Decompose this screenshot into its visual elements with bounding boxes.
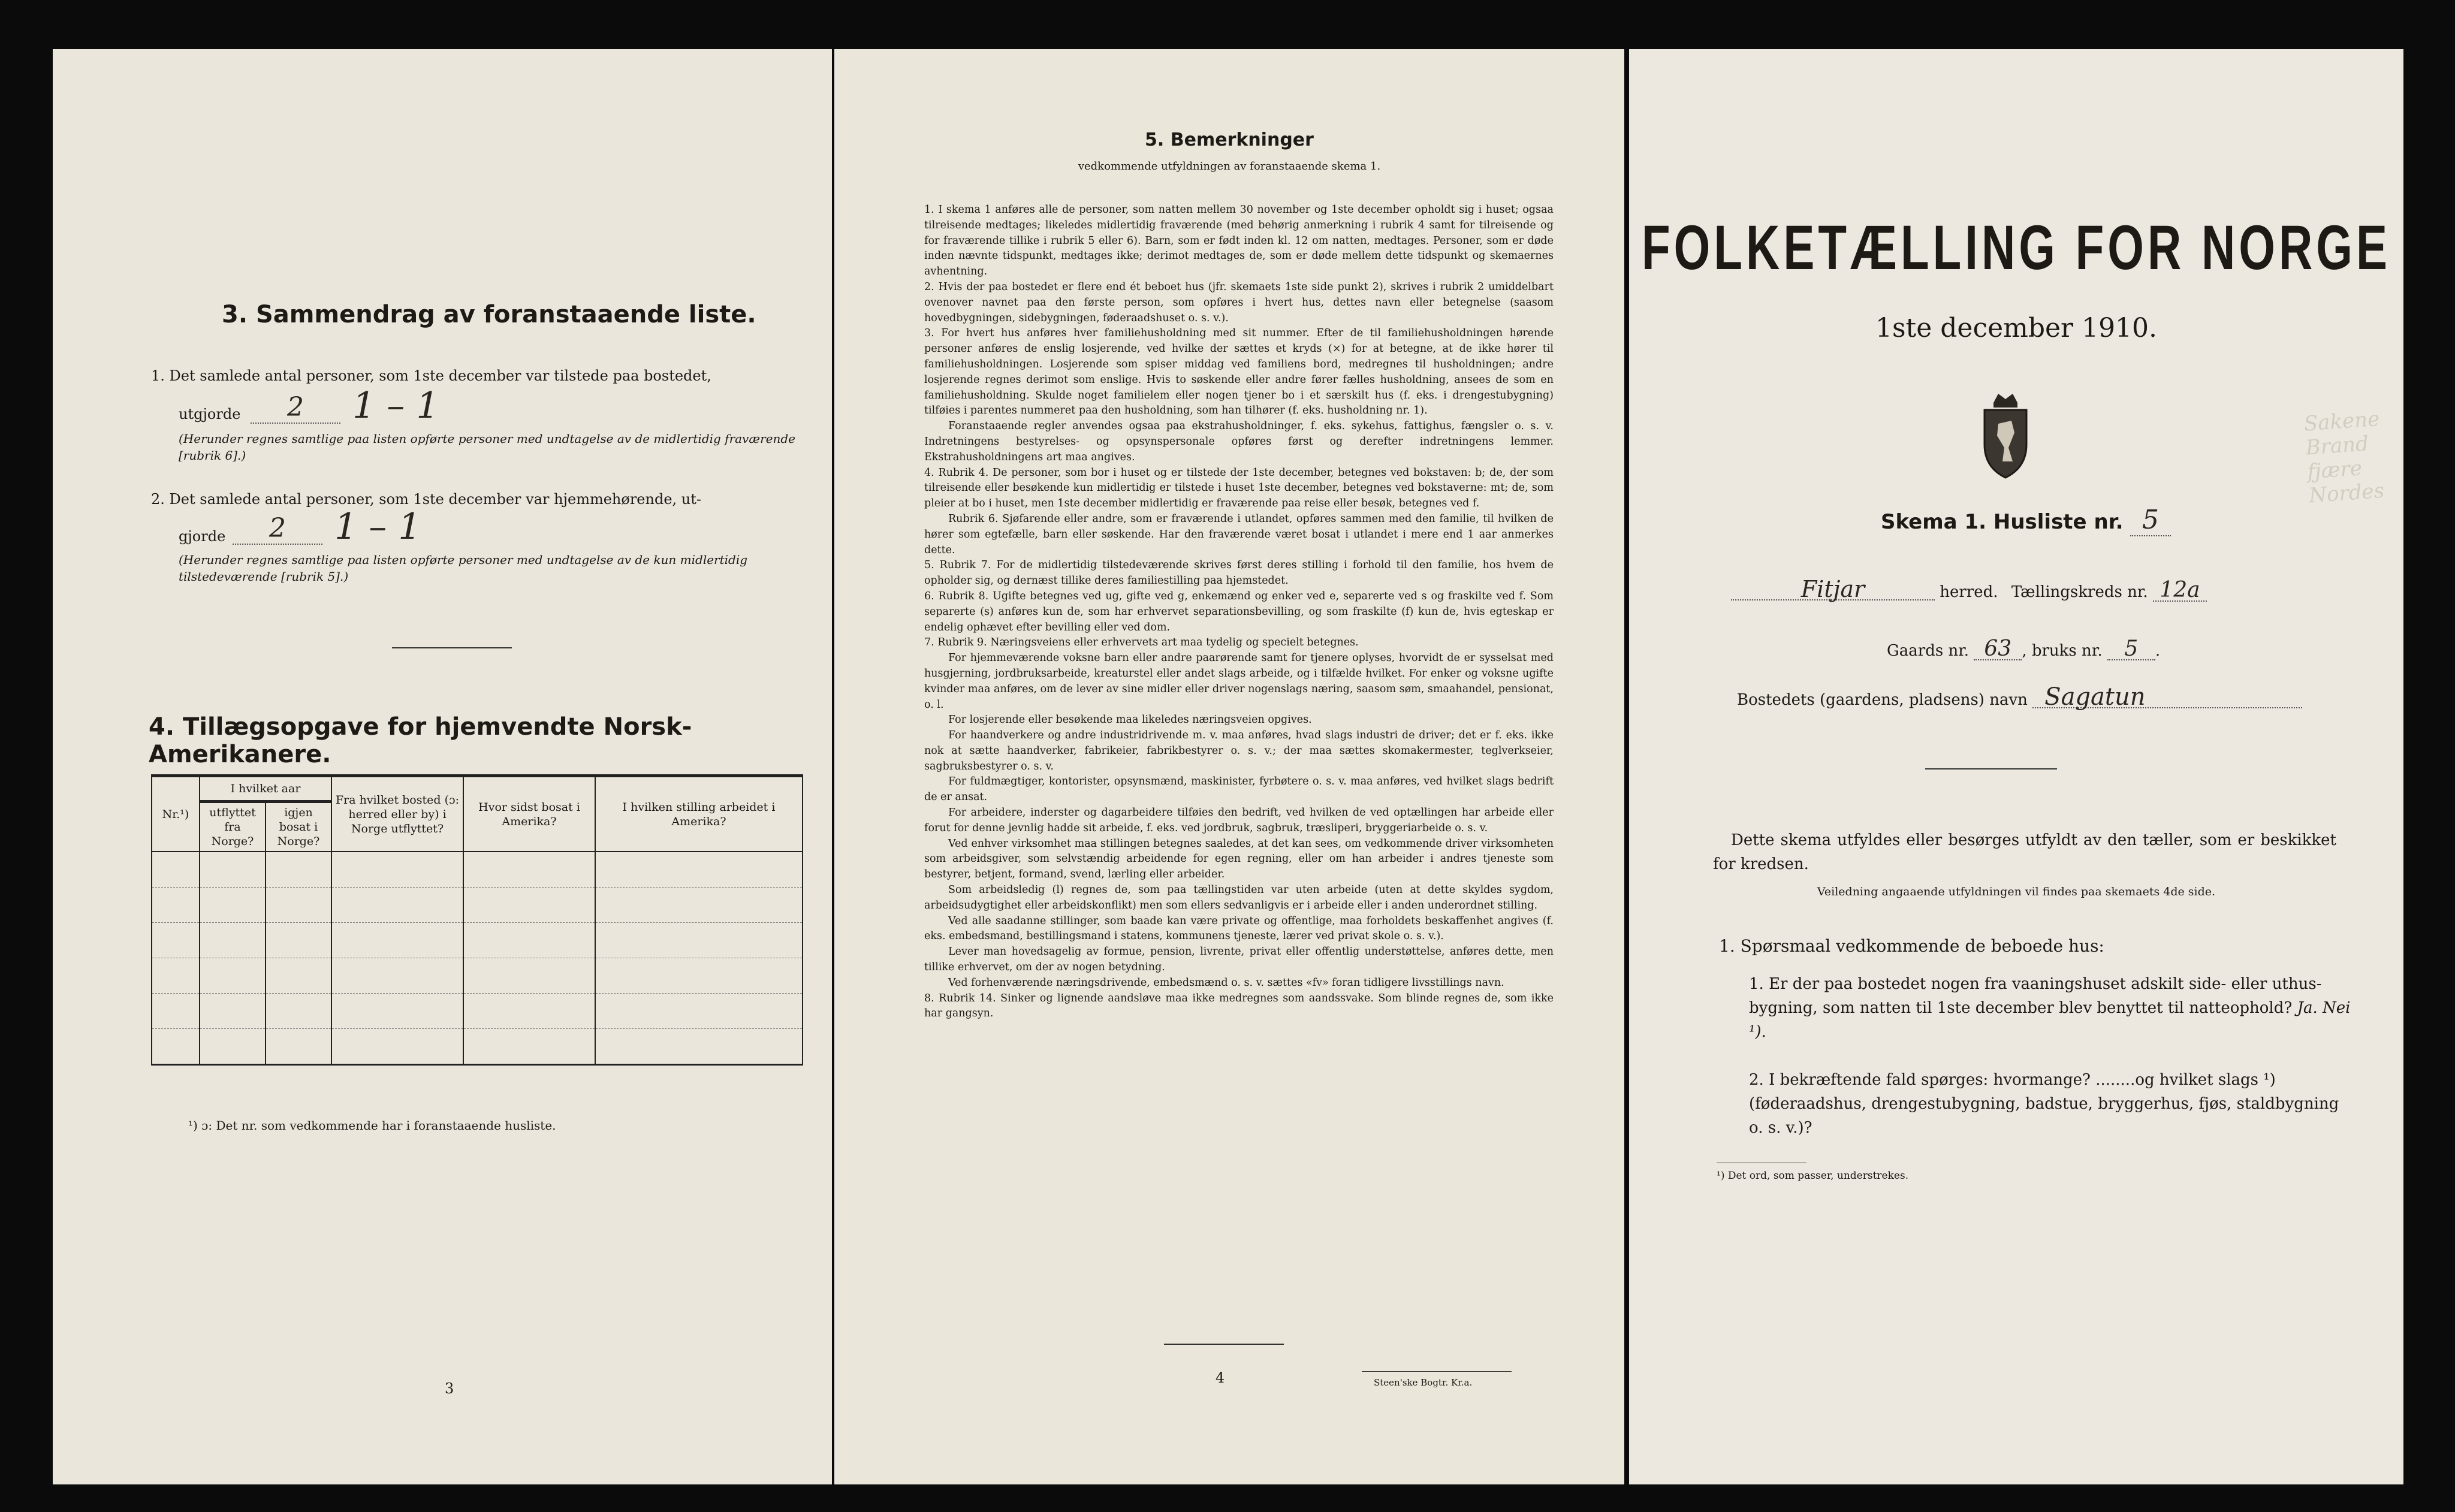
- summary-q2-label: gjorde: [179, 528, 226, 545]
- table-footnote: ¹) ɔ: Det nr. som vedkommende har i foranstaaende husliste.: [188, 1118, 556, 1133]
- bosted-label: Bostedets (gaardens, pladsens) navn: [1737, 691, 2028, 709]
- remark-7i: Lever man hovedsagelig av formue, pension, livrente, privat eller offentlig understøttelse, anføres dette, men tillike erhvervet, om der av nogen betydning.: [924, 946, 1554, 974]
- bruks-value: 5: [2107, 639, 2155, 660]
- bosted-line: [1737, 683, 2302, 711]
- herred-line: [1731, 576, 2207, 602]
- question-header: 1. Spørsmaal vedkommende de beboede hus:: [1719, 936, 2104, 956]
- summary-q2-text: 2. Det samlede antal personer, som 1ste december var hjemmehørende, ut-: [151, 491, 701, 508]
- census-date: 1ste december 1910.: [1875, 313, 2158, 343]
- herred-value: Fitjar: [1731, 579, 1935, 600]
- remark-7a: For hjemmeværende voksne barn eller andre paarørende samt for tjenere oplyses, hvorvidt de er sysselsat med husgjerning, jordbruksarbeide, kreaturstel eller andet slags arbeide, og i tilfælde hvilket. For enker og voksne ugifte kvinder maa anføres, om de lever av sine midler eller driver nogenslags næring, saasom søm, smaahandel, pensionat, o. l.: [924, 652, 1554, 711]
- remark-7h: Ved alle saadanne stillinger, som baade kan være private og offentlige, maa forholdets beskaffenhet angives (f. eks. embedsmand, bestillingsmand i statens, kommunens tjeneste, lærer ved privat skole o. s. v.).: [924, 915, 1554, 943]
- divider: [392, 647, 512, 648]
- bruks-label: bruks nr.: [2031, 642, 2103, 660]
- table-row: [152, 994, 803, 1029]
- col-emigrated: utflyttet fra Norge?: [200, 802, 266, 852]
- remark-7c: For haandverkere og andre industridrivende m. v. maa anføres, hvad slags industri de driver; det er f. eks. ikke nok at sætte haandverker, fabrikeier, fabrikbestyrer o. s. v.; der maa sættes skomakermester, teglverkseier, sagbruksbestyrer o. s. v.: [924, 729, 1554, 772]
- remark-7d: For fuldmægtiger, kontorister, opsynsmænd, maskinister, fyrbøtere o. s. v. maa anføres, ved hvilket slags bedrift de er ansat.: [924, 775, 1554, 804]
- summary-q1-note: (Herunder regnes samtlige paa listen opførte personer med undtagelse av de midlertidig fraværende [rubrik 6].): [179, 431, 796, 463]
- remark-5: 5. Rubrik 7. For de midlertidig tilstedeværende skrives først deres stilling i forhold til den familie, hos hvem de opholder sig, og dernæst tillike deres familiestilling paa hjemstedet.: [924, 559, 1554, 587]
- table-row: [152, 1029, 803, 1065]
- gaards-value: 63: [1974, 639, 2022, 660]
- remark-7f: Ved enhver virksomhet maa stillingen betegnes saaledes, at det kan sees, om vedkommende driver virksomheten som arbeidsgiver, som selvstændig arbeidende for egen regning, eller om han arbeider i andres tjeneste som bestyrer, betjent, formand, svend, lærling eller arbeider.: [924, 837, 1554, 881]
- remarks-body: [924, 203, 1554, 1022]
- col-year-group: I hvilket aar: [200, 776, 331, 802]
- question-1-options: Ja. Nei ¹).: [1749, 999, 2351, 1041]
- printer-rule: [1362, 1371, 1512, 1372]
- col-last-residence: Hvor sidst bosat i Amerika?: [463, 776, 595, 852]
- herred-label: herred.: [1940, 583, 1998, 601]
- remark-3b: Foranstaaende regler anvendes ogsaa paa ekstrahusholdninger, f. eks. sykehus, fattighus, fængsler o. s. v. Indretningens bestyrelses- og opsynspersonale opføres først og derefter indretningens lemmer. Ekstrahusholdningens art maa angives.: [924, 420, 1554, 463]
- skema-label: Skema 1. Husliste nr. 5: [1881, 505, 2171, 535]
- page-left: [53, 49, 832, 1484]
- summary-q1-marks: 1 – 1: [352, 385, 439, 427]
- skema-value: 5: [2130, 505, 2171, 536]
- remark-4: 4. Rubrik 4. De personer, som bor i huset og er tilstede der 1ste december, betegnes ved bokstaven: b; de, der som tilreisende eller besøkende kun midlertidig er tilstede i huset 1ste december, betegnes ved bokstaverne: mt; de, som pleier at bo i huset, men 1ste december midlertidig er fraværende paa reise eller besøk, betegnes ved f.: [924, 466, 1554, 510]
- bosted-value: Sagatun: [2032, 687, 2302, 708]
- remark-2: 2. Hvis der paa bostedet er flere end ét beboet hus (jfr. skemaets 1ste side punkt 2), skrives i rubrik 2 umiddelbart ovenover navnet paa den første person, som opføres i hvert hus, dettes navn eller betegnelse (saasom hovedbygningen, sidebygningen, føderaadshuset o. s. v.).: [924, 280, 1554, 324]
- printer-mark: Steen'ske Bogtr. Kr.a.: [1374, 1377, 1473, 1388]
- remarks-title: 5. Bemerkninger: [1145, 129, 1314, 150]
- page-middle: [834, 49, 1624, 1484]
- col-from-residence: Fra hvilket bosted (ɔ: herred eller by) i Norge utflyttet?: [331, 776, 463, 852]
- summary-q1-label: utgjorde: [179, 406, 241, 422]
- info-text: Dette skema utfyldes eller besørges utfyldt av den tæller, som er beskikket for kredsen.: [1713, 831, 2336, 873]
- summary-q1-value: 2: [251, 392, 340, 424]
- faded-handwriting: Sakene Brand fjære Nordes: [2303, 407, 2385, 508]
- question-1: 1. Er der paa bostedet nogen fra vaaningshuset adskilt side- eller uthus-bygning, som natten til 1ste december blev benyttet til natteophold? Ja. Nei ¹).: [1749, 975, 2351, 1041]
- remark-7e: For arbeidere, inderster og dagarbeidere tilføies den bedrift, ved hvilken de ved optællingen har arbeide eller forut for denne jevnlig hadde sit arbeide, f. eks. ved jordbruk, sagbruk, træsliperi, bryggeriarbeide o. s. v.: [924, 807, 1554, 834]
- census-title: FOLKETÆLLING FOR NORGE: [1642, 212, 2391, 283]
- norsk-amerikanere-table: [151, 774, 803, 1066]
- remark-8: 8. Rubrik 14. Sinker og lignende aandsløve maa ikke medregnes som aandssvake. Som blinde regnes de, som ikke har gangsyn.: [924, 992, 1554, 1020]
- divider: [1925, 768, 2057, 769]
- col-nr: Nr.¹): [152, 776, 200, 852]
- page-number-4: 4: [1216, 1369, 1225, 1386]
- summary-q2-value: 2: [233, 513, 322, 545]
- page-number-3: 3: [445, 1380, 454, 1397]
- info-small: Veiledning angaaende utfyldningen vil findes paa skemaets 4de side.: [1817, 885, 2216, 898]
- table-row: [152, 958, 803, 994]
- summary-q2-note: (Herunder regnes samtlige paa listen opførte personer med undtagelse av de kun midlertidig tilstedeværende [rubrik 5].): [179, 553, 748, 584]
- question-2: 2. I bekræftende fald spørges: hvormange? ........og hvilket slags ¹) (føderaadshus, drengestubygning, badstue, bryggerhus, fjøs, staldbygning o. s. v.)?: [1749, 1071, 2339, 1137]
- remark-7g: Som arbeidsledig (l) regnes de, som paa tællingstiden var uten arbeide (uten at dette skyldes sygdom, arbeidsudygtighet eller arbeidskonflikt) men som ellers sedvanligvis er i arbeide eller i anden underordnet stilling.: [924, 884, 1554, 912]
- remark-7b: For losjerende eller besøkende maa likeledes næringsveien opgives.: [948, 714, 1312, 726]
- summary-q1-text: 1. Det samlede antal personer, som 1ste december var tilstede paa bostedet,: [151, 367, 711, 384]
- col-position: I hvilken stilling arbeidet i Amerika?: [595, 776, 803, 852]
- krets-label: Tællingskreds nr.: [2011, 583, 2148, 601]
- section-3-title: 3. Sammendrag av foranstaaende liste.: [222, 301, 756, 328]
- summary-q2-marks: 1 – 1: [334, 506, 421, 548]
- gaards-line: Gaards nr. 63 , bruks nr. 5 .: [1887, 636, 2161, 661]
- remark-6: 6. Rubrik 8. Ugifte betegnes ved ug, gifte ved g, enkemænd og enker ved e, separerte ved s og fraskilte ved f. Som separerte (s) anføres kun de, som har erhvervet separationsbevilling, og som fraskilte (f) kun de, hvis egteskap er endelig ophævet efter bevilling eller ved dom.: [924, 590, 1554, 633]
- divider: [1164, 1344, 1284, 1345]
- table-row: [152, 888, 803, 923]
- coat-of-arms-icon: [1976, 391, 2035, 481]
- table-row: [152, 852, 803, 888]
- krets-value: 12a: [2153, 580, 2207, 602]
- table-row: [152, 923, 803, 958]
- remark-7: 7. Rubrik 9. Næringsveiens eller erhvervets art maa tydelig og specielt betegnes.: [924, 636, 1359, 649]
- remark-7j: Ved forhenværende næringsdrivende, embedsmænd o. s. v. sættes «fv» foran tidligere livsstillings navn.: [948, 976, 1504, 989]
- gaards-label: Gaards nr.: [1887, 642, 1970, 660]
- page-cover: [1629, 49, 2403, 1484]
- cover-footnote: ¹) Det ord, som passer, understrekes.: [1717, 1170, 1909, 1182]
- remark-4b: Rubrik 6. Sjøfarende eller andre, som er fraværende i utlandet, opføres sammen med den familie, til hvilken de hører som egtefælle, barn eller søskende. Har den fraværende været bosat i utlandet i mere end 1 aar anmerkes dette.: [924, 512, 1554, 556]
- col-returned: igjen bosat i Norge?: [266, 802, 331, 852]
- remark-3: 3. For hvert hus anføres hver familiehusholdning med sit nummer. Efter de til familiehusholdningen hørende personer anføres de enslig losjerende, ved hvilke der sættes et kryds (×) for at betegne, at de ikke hører til familiehusholdningen. Losjerende som spiser middag ved familiens bord, medregnes til husholdningen; andre losjerende regnes derimot som enslige. Hvis to søskende eller andre fører fælles husholdning, ansees de som en familiehusholdning. Skulde noget familielem eller nogen tjener bo i et særskilt hus (f. eks. i drengestubygning) tilføies i parentes nummeret paa den husholdning, som han tilhører (f. eks. husholdning nr. 1).: [924, 327, 1554, 417]
- remarks-subtitle: vedkommende utfyldningen av foranstaaende skema 1.: [1078, 160, 1381, 173]
- remark-1: 1. I skema 1 anføres alle de personer, som natten mellem 30 november og 1ste december opholdt sig i huset; ogsaa tilreisende medtages; likeledes midlertidig fraværende (med behørig anmerkning i rubrik 4 samt for tilreisende og for fraværende tillike i rubrik 5 eller 6). Barn, som er født inden kl. 12 om natten, medtages. Personer, som er døde inden nævnte tidspunkt, medtages ikke; derimot medtages de, som er døde mellem dette tidspunkt og skemaernes avhentning.: [924, 204, 1554, 278]
- section-4-title: 4. Tillægsopgave for hjemvendte Norsk-Amerikanere.: [149, 713, 692, 768]
